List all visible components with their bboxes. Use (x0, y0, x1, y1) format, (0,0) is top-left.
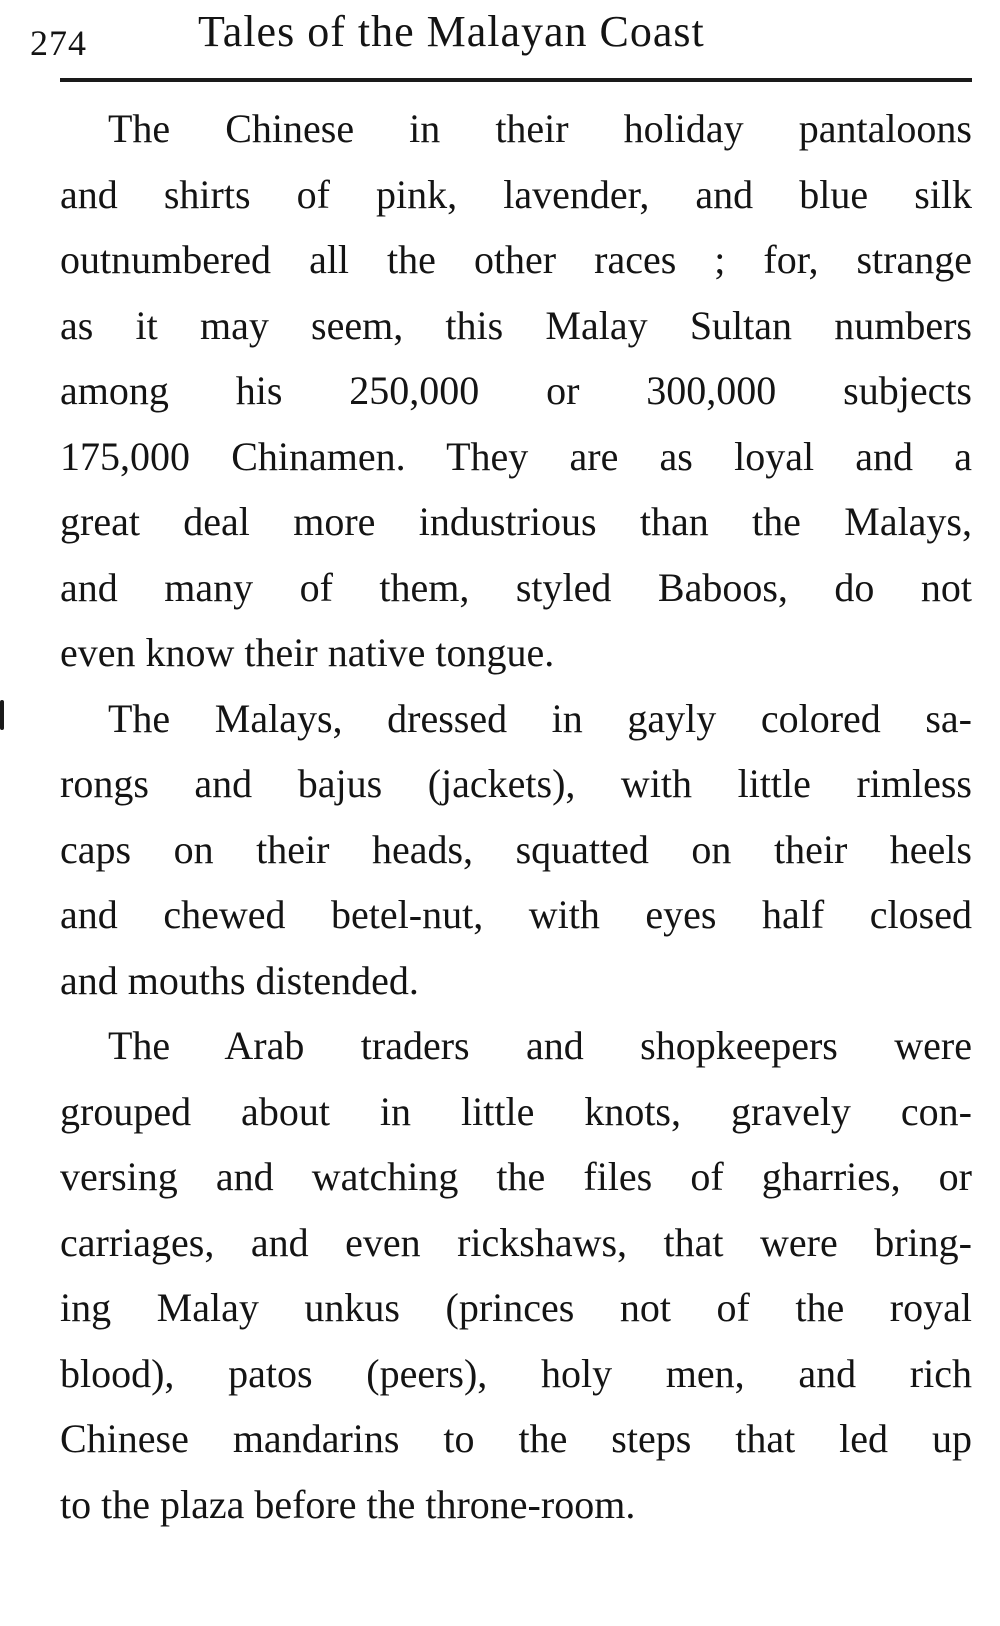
paragraph-malays (60, 686, 972, 1014)
text-line: great deal more industrious than the Malays, (60, 499, 972, 544)
running-title: Tales of the Malayan Coast (198, 7, 705, 56)
text-line: Chinese mandarins to the steps that led up (60, 1416, 972, 1461)
header-rule (60, 78, 972, 82)
body-text (60, 96, 972, 1537)
text-line: blood), patos (peers), holy men, and rich (60, 1350, 972, 1396)
text-line: grouped about in little knots, gravely con- (60, 1088, 972, 1134)
text-line: rongs and bajus (jackets), with little rimless (60, 761, 972, 806)
text-line: and shirts of pink, lavender, and blue silk (60, 171, 972, 217)
running-head (30, 6, 970, 66)
text-line: to the plaza before the throne-room. (60, 1481, 636, 1527)
paragraph-arab-traders (60, 1013, 972, 1537)
margin-mark (0, 700, 4, 730)
text-line: versing and watching the files of gharries, or (60, 1154, 972, 1199)
text-line: ing Malay unkus (princes not of the royal (60, 1285, 972, 1330)
text-line: The Malays, dressed in gayly colored sa- (108, 695, 972, 741)
text-line: carriages, and even rickshaws, that were bring- (60, 1219, 972, 1265)
text-line: and mouths distended. (60, 957, 419, 1003)
text-line: and chewed betel-nut, with eyes half closed (60, 892, 972, 937)
text-line: as it may seem, this Malay Sultan numbers (60, 302, 972, 348)
paragraph-chinese (60, 96, 972, 686)
text-line: outnumbered all the other races ; for, strange (60, 237, 972, 282)
text-line: 175,000 Chinamen. They are as loyal and a (60, 433, 972, 479)
text-line: The Arab traders and shopkeepers were (108, 1023, 972, 1068)
text-line: and many of them, styled Baboos, do not (60, 564, 972, 610)
text-line: among his 250,000 or 300,000 subjects (60, 368, 972, 413)
text-line: even know their native tongue. (60, 630, 555, 675)
text-line: The Chinese in their holiday pantaloons (108, 106, 972, 151)
page-number: 274 (30, 23, 87, 63)
text-line: caps on their heads, squatted on their heels (60, 826, 972, 872)
